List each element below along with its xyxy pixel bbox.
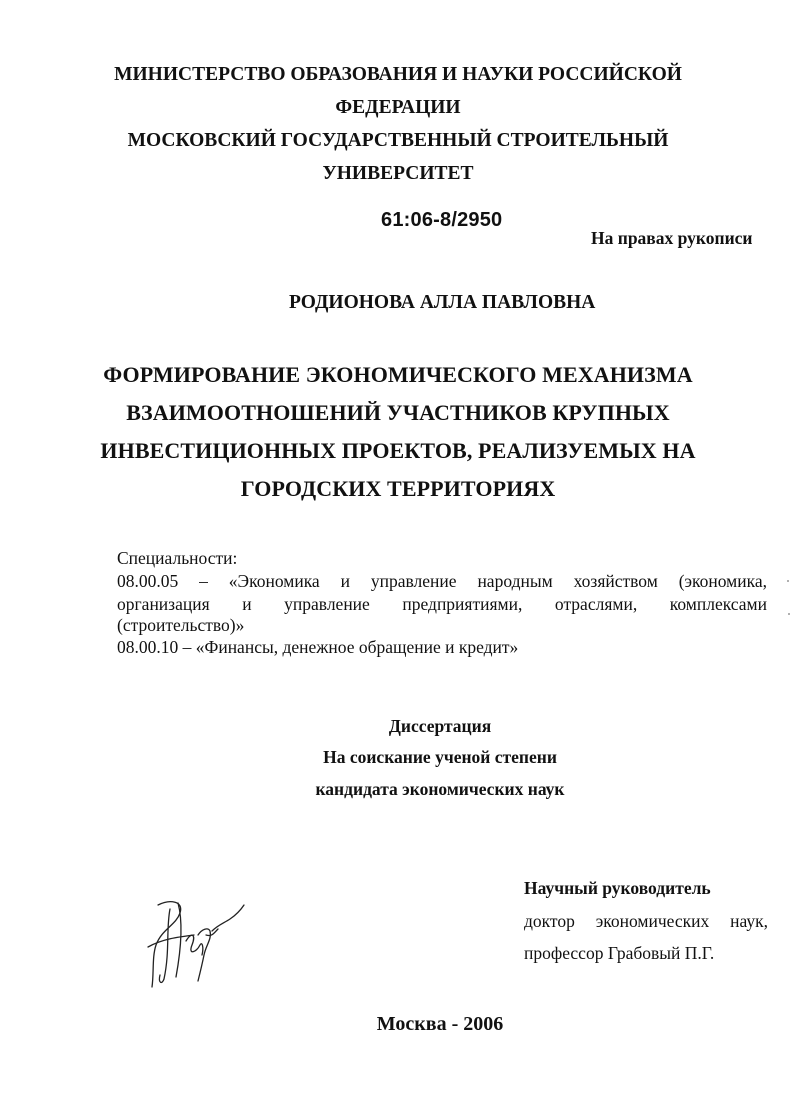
university-name-line-2: УНИВЕРСИТЕТ <box>322 163 474 184</box>
dissertation-title-line-1: ФОРМИРОВАНИЕ ЭКОНОМИЧЕСКОГО МЕХАНИЗМА <box>103 362 693 387</box>
dissertation-type: Диссертация <box>388 716 492 736</box>
specialty-line-3: (строительство)» <box>117 615 245 635</box>
signature-icon <box>140 895 250 990</box>
rights-notice: На правах рукописи <box>591 228 753 248</box>
scan-speck <box>788 613 790 615</box>
ministry-name-line-1: МИНИСТЕРСТВО ОБРАЗОВАНИЯ И НАУКИ РОССИЙСКОЙ <box>114 64 682 85</box>
dissertation-title-line-2: ВЗАИМООТНОШЕНИЙ УЧАСТНИКОВ КРУПНЫХ <box>126 400 670 425</box>
dissertation-title-line-3: ИНВЕСТИЦИОННЫХ ПРОЕКТОВ, РЕАЛИЗУЕМЫХ НА <box>100 438 696 463</box>
ministry-name-line-2: ФЕДЕРАЦИИ <box>335 97 461 118</box>
university-name-line-1: МОСКОВСКИЙ ГОСУДАРСТВЕННЫЙ СТРОИТЕЛЬНЫЙ <box>127 130 669 151</box>
specialties-label: Специальности: <box>117 548 238 568</box>
dissertation-degree: кандидата экономических наук <box>315 779 565 799</box>
catalog-number: 61:06-8/2950 <box>381 209 503 231</box>
scan-speck <box>787 580 789 582</box>
specialty-line-1: 08.00.05 – «Экономика и управление народным хозяйством (экономика, <box>117 571 767 591</box>
dissertation-purpose: На соискание ученой степени <box>323 747 557 767</box>
supervisor-name: профессор Грабовый П.Г. <box>524 943 715 963</box>
specialty-line-4: 08.00.10 – «Финансы, денежное обращение и кредит» <box>117 637 519 657</box>
supervisor-degree: доктор экономических наук, <box>524 911 768 931</box>
supervisor-label: Научный руководитель <box>524 878 711 898</box>
city-year: Москва - 2006 <box>376 1013 504 1035</box>
specialty-line-2: организация и управление предприятиями, отраслями, комплексами <box>117 594 767 614</box>
author-name: РОДИОНОВА АЛЛА ПАВЛОВНА <box>289 292 596 313</box>
dissertation-title-line-4: ГОРОДСКИХ ТЕРРИТОРИЯХ <box>240 476 556 501</box>
